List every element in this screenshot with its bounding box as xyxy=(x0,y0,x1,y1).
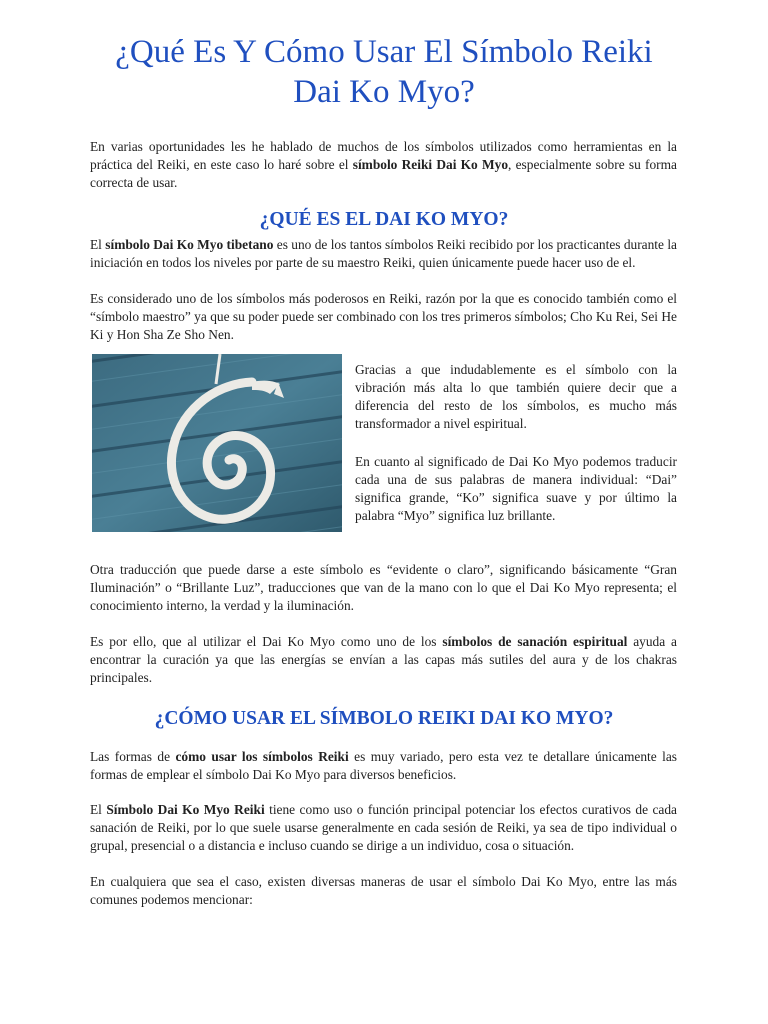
title-line-1: ¿Qué Es Y Cómo Usar El Símbolo Reiki xyxy=(115,34,653,70)
s2p2-bold: Símbolo Dai Ko Myo Reiki xyxy=(106,802,265,817)
section-heading-what-is: ¿QUÉ ES EL DAI KO MYO? xyxy=(259,209,509,230)
s1p1-text: El xyxy=(90,237,106,252)
s1p4-bold: símbolos de sanación espiritual xyxy=(442,634,628,649)
intro-bold: símbolo Reiki Dai Ko Myo xyxy=(352,157,509,172)
side-paragraph-2: En cuanto al significado de Dai Ko Myo podemos traducir cada una de sus palabras de manera individual: “Dai” significa grande, “Ko” significa suave y por último la palabra “Myo” significa luz brillante. xyxy=(355,454,677,523)
section1-paragraph-1 xyxy=(90,236,677,272)
dai-ko-myo-symbol-image xyxy=(92,354,342,532)
section2-paragraph-1 xyxy=(90,748,677,784)
section-heading-how-to-use: ¿CÓMO USAR EL SÍMBOLO REIKI DAI KO MYO? xyxy=(154,708,614,729)
page-title xyxy=(60,32,708,112)
s2p1-text: Las formas de xyxy=(90,749,176,764)
intro-text: En varias oportunidades les he hablado de muchos de los símbolos utilizados como herramientas en la práctica del Reiki, en este caso lo haré sobre el xyxy=(90,139,677,172)
intro-text-end: , especialmente sobre su forma correcta de usar. xyxy=(90,157,677,190)
s1p4-text: Es por ello, que al utilizar el Dai Ko Myo como uno de los xyxy=(90,634,443,649)
s1p1-text-end: es uno de los tantos símbolos Reiki recibido por los practicantes durante la iniciación en todos los niveles por parte de su maestro Reiki, quien únicamente puede hacer uso de el. xyxy=(90,237,677,270)
section1-paragraph-3: Otra traducción que puede darse a este símbolo es “evidente o claro”, significando básicamente “Gran Iluminación” o “Brillante Luz”, traducciones que van de la mano con lo que el Dai Ko Myo representa; el conocimiento interno, la verdad y la iluminación. xyxy=(90,562,677,613)
intro-paragraph xyxy=(90,138,677,192)
section2-paragraph-2 xyxy=(90,801,677,855)
section1-paragraph-4 xyxy=(90,633,677,687)
s2p2-text: El xyxy=(90,802,107,817)
section1-paragraph-2: Es considerado uno de los símbolos más poderosos en Reiki, razón por la que es conocido también como el “símbolo maestro” ya que su poder puede ser combinado con los tres primeros símbolos; Cho Ku Rei, Sei He Ki y Hon Sha Ze Sho Nen. xyxy=(90,291,677,342)
s2p1-bold: cómo usar los símbolos Reiki xyxy=(175,749,349,764)
s1p4-text-end: ayuda a encontrar la curación ya que las energías se envían a las capas más sutiles del aura y de los chakras principales. xyxy=(90,634,677,685)
section2-paragraph-3: En cualquiera que sea el caso, existen diversas maneras de usar el símbolo Dai Ko Myo, entre las más comunes podemos mencionar: xyxy=(90,874,677,907)
s2p1-text-end: es muy variado, pero esta vez te detallare únicamente las formas de emplear el símbolo Dai Ko Myo para diversos beneficios. xyxy=(90,749,677,782)
s2p2-text-end: tiene como uso o función principal potenciar los efectos curativos de cada sanación de Reiki, por lo que suele usarse generalmente en cada sesión de Reiki, ya sea de tipo individual o grupal, presencial o a distancia e incluso cuando se dirige a un individuo, cosa o situación. xyxy=(90,802,677,853)
title-line-2: Dai Ko Myo? xyxy=(293,74,475,110)
side-paragraph-1: Gracias a que indudablemente es el símbolo con la vibración más alta lo que también quiere decir que a diferencia del resto de los símbolos, es mucho más transformador a nivel espiritual. xyxy=(355,362,677,431)
s1p1-bold: símbolo Dai Ko Myo tibetano xyxy=(105,237,274,252)
